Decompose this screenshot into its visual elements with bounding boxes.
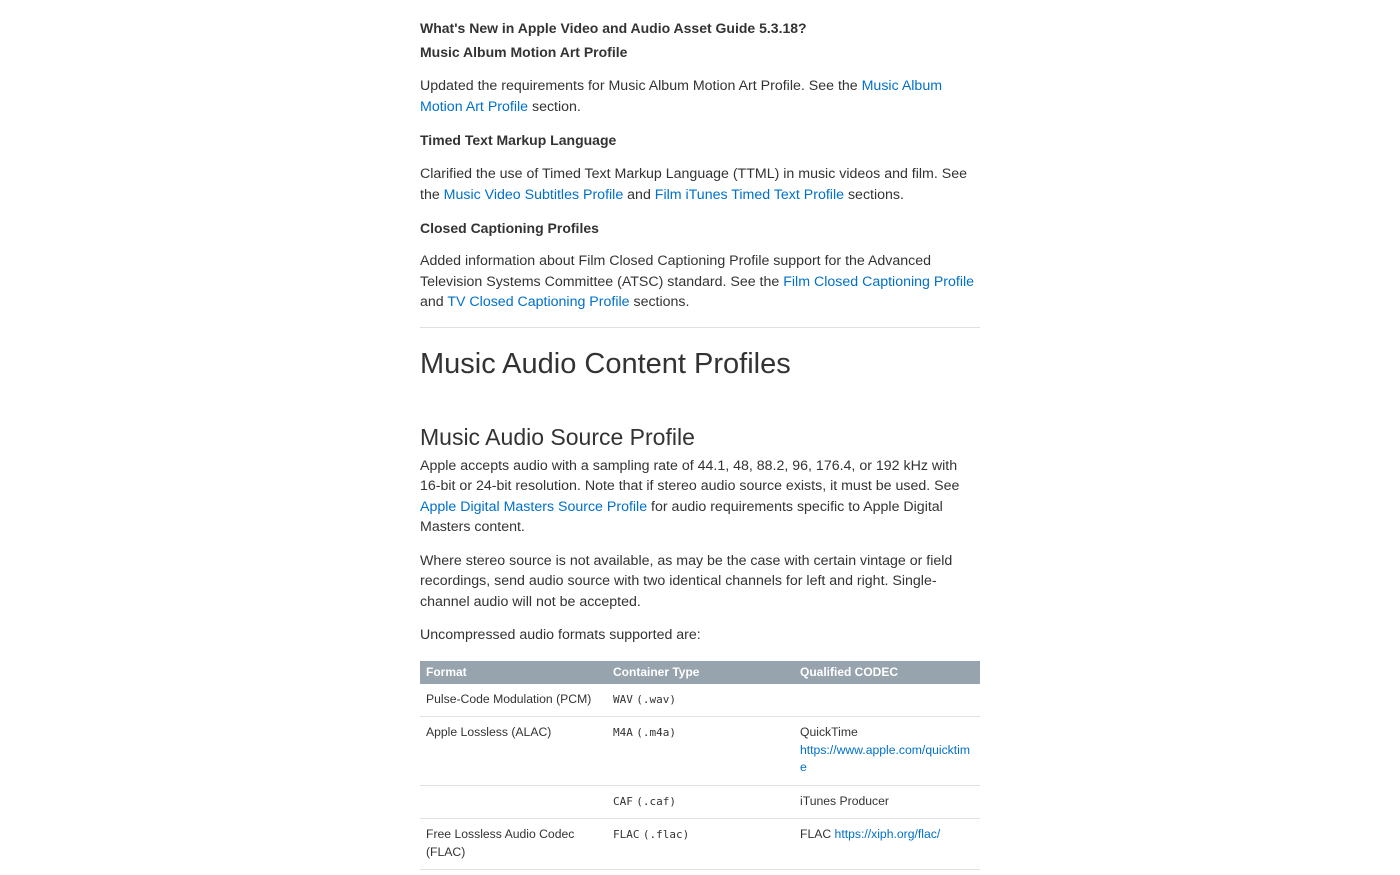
section-text-motion-art bbox=[420, 76, 980, 117]
section-title-motion-art: Music Album Motion Art Profile bbox=[420, 44, 628, 60]
table-row bbox=[420, 819, 980, 870]
cell-codec bbox=[794, 819, 980, 870]
link-apple-digital-masters-source-profile[interactable]: Apple Digital Masters Source Profile bbox=[420, 498, 648, 515]
section-title-ttml: Timed Text Markup Language bbox=[420, 132, 617, 148]
column-header-format: Format bbox=[420, 661, 607, 684]
text-span: Updated the requirements for Music Album Motion Art Profile. See the bbox=[420, 78, 862, 94]
text-span: Apple accepts audio with a sampling rate of 44.1, 48, 88.2, 96, 176.4, or 192 kHz with 16-bit or 24-bit resolution. Note that if stereo audio source exists, it must be used. See bbox=[420, 457, 960, 494]
document-content bbox=[420, 0, 980, 870]
codec-text: iTunes Producer bbox=[800, 793, 889, 808]
text-span: Clarified the use of Timed Text Markup Language (TTML) in music videos and film. See the bbox=[420, 166, 967, 203]
text-span: sections. bbox=[629, 294, 690, 310]
cell-container bbox=[607, 684, 794, 717]
section-text-closed-captioning bbox=[420, 251, 980, 313]
link-flac[interactable]: https://xiph.org/flac/ bbox=[834, 827, 941, 841]
text-span: and bbox=[420, 294, 448, 310]
link-quicktime[interactable]: https://www.apple.com/quicktime bbox=[800, 742, 971, 774]
text-span: and bbox=[623, 186, 655, 203]
table-row bbox=[420, 785, 980, 819]
audio-formats-table bbox=[420, 661, 980, 871]
container-code: M4A bbox=[613, 726, 633, 739]
container-ext: (.caf) bbox=[636, 794, 677, 808]
cell-format bbox=[420, 785, 607, 819]
table-header-row bbox=[420, 661, 980, 684]
link-music-video-subtitles-profile[interactable]: Music Video Subtitles Profile bbox=[443, 186, 624, 203]
text-span: section. bbox=[528, 98, 581, 115]
cell-container bbox=[607, 819, 794, 870]
column-header-container-type: Container Type bbox=[607, 661, 794, 684]
cell-container bbox=[607, 717, 794, 786]
table-row bbox=[420, 684, 980, 717]
section-title-closed-captioning: Closed Captioning Profiles bbox=[420, 220, 599, 236]
link-film-closed-captioning-profile[interactable]: Film Closed Captioning Profile bbox=[783, 273, 975, 290]
codec-text: QuickTime bbox=[800, 725, 858, 739]
link-music-album-motion-art-profile[interactable]: Music Album Motion Art Profile bbox=[420, 78, 943, 115]
cell-format: Apple Lossless (ALAC) bbox=[420, 717, 607, 786]
text-span: Added information about Film Closed Captioning Profile support for the Advanced Television Systems Committee (ATSC) standard. See the bbox=[420, 253, 932, 290]
source-profile-paragraph-1 bbox=[420, 456, 980, 538]
container-ext: (.flac) bbox=[642, 828, 690, 841]
link-film-itunes-timed-text-profile[interactable]: Film iTunes Timed Text Profile bbox=[654, 186, 845, 203]
cell-format: Free Lossless Audio Codec (FLAC) bbox=[420, 819, 607, 870]
codec-text: FLAC bbox=[800, 827, 835, 841]
cell-codec bbox=[794, 717, 980, 786]
table-row bbox=[420, 717, 980, 786]
section-text-ttml bbox=[420, 164, 980, 205]
container-ext: (.wav) bbox=[636, 692, 677, 706]
container-code: FLAC bbox=[613, 828, 640, 841]
source-profile-paragraph-3: Uncompressed audio formats supported are: bbox=[420, 627, 701, 643]
cell-container bbox=[607, 785, 794, 819]
container-ext: (.m4a) bbox=[636, 726, 677, 739]
cell-format: Pulse-Code Modulation (PCM) bbox=[420, 684, 607, 717]
whats-new-heading: What's New in Apple Video and Audio Asset Guide 5.3.18? bbox=[420, 20, 807, 36]
link-tv-closed-captioning-profile[interactable]: TV Closed Captioning Profile bbox=[447, 294, 630, 310]
column-header-qualified-codec: Qualified CODEC bbox=[794, 661, 980, 684]
music-audio-content-profiles-heading: Music Audio Content Profiles bbox=[420, 347, 791, 380]
cell-codec bbox=[794, 785, 980, 819]
cell-codec bbox=[794, 684, 980, 717]
text-span: sections. bbox=[844, 186, 904, 203]
text-span: for audio requirements specific to Apple Digital Masters content. bbox=[420, 498, 943, 535]
music-audio-source-profile-heading: Music Audio Source Profile bbox=[420, 423, 695, 450]
container-code: WAV bbox=[613, 692, 633, 706]
container-code: CAF bbox=[613, 794, 633, 808]
source-profile-paragraph-2: Where stereo source is not available, as may be the case with certain vintage or field recordings, send audio source with two identical channels for left and right. Single-channel audio will not be accepted. bbox=[420, 552, 953, 610]
